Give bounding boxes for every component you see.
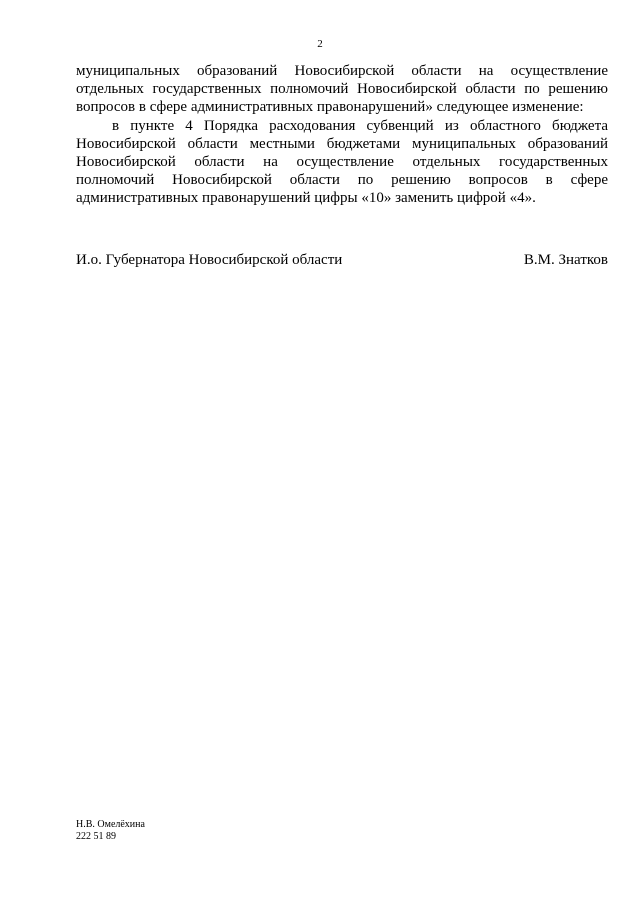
executor-name: Н.В. Омелёхина [76,819,145,830]
page-number: 2 [317,38,323,50]
signatory-position: И.о. Губернатора Новосибирской области [76,252,343,268]
signatory-name: В.М. Знатков [523,252,608,268]
executor-footer [76,819,145,843]
paragraph-amendment: в пункте 4 Порядка расходования субвенций из областного бюджета Новосибирской области местными бюджетами муниципальных образований Новосибирской области на осуществление отдельных государственных полномочий Новосибирской области по решению вопросов в сфере административных правонарушений цифры «10» заменить цифрой «4». [76,117,608,207]
executor-phone: 222 51 89 [76,831,116,842]
signature-block [76,251,608,269]
document-body [76,62,608,208]
paragraph-continuation: муниципальных образований Новосибирской области на осуществление отдельных государственных полномочий Новосибирской области по решению вопросов в сфере административных правонарушений» следующее изменение: [76,63,608,116]
